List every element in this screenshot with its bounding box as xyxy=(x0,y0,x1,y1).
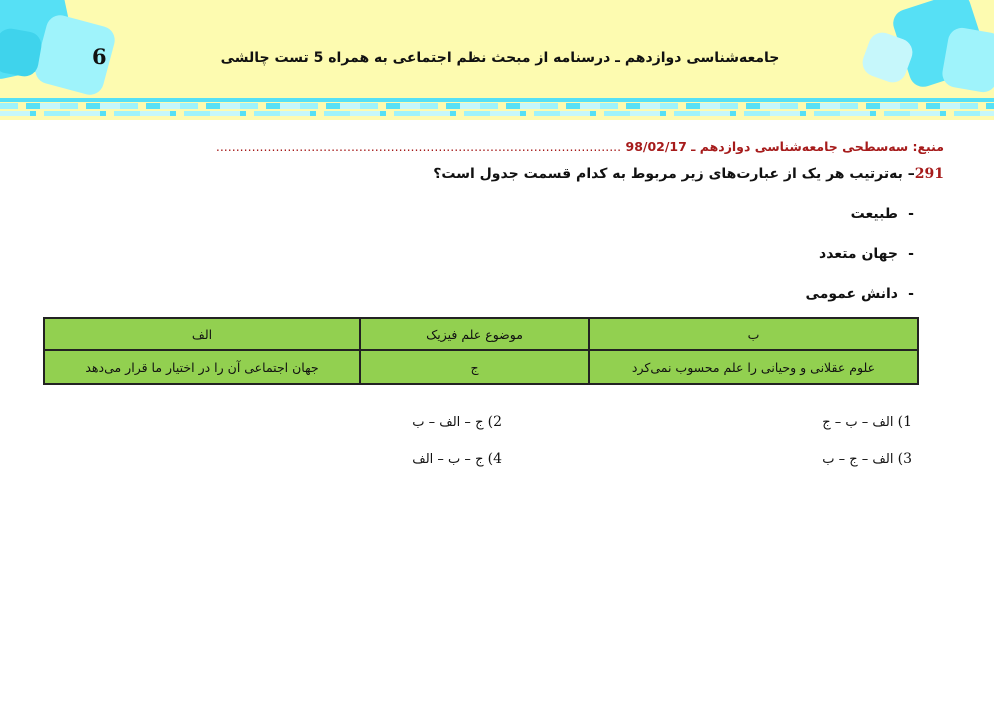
question-source xyxy=(44,139,944,154)
source-dots: ...................................................................................................... xyxy=(215,139,622,154)
decor-shape-right-2 xyxy=(940,26,994,95)
list-item: -جهان متعدد xyxy=(806,246,924,286)
dash-bullet: - xyxy=(908,286,914,302)
question-number: 291 xyxy=(914,166,944,182)
dash-bullet: - xyxy=(908,246,914,262)
table-cell: ب xyxy=(589,318,918,350)
header-stripe-1 xyxy=(0,98,994,102)
list-item: -دانش عمومی xyxy=(806,286,924,326)
table-cell: ج xyxy=(360,350,589,384)
header-title: جامعه‌شناسی دوازدهم ـ درسنامه از مبحث نظم اجتماعی به همراه 5 تست چالشی xyxy=(220,50,780,66)
table-cell: علوم عقلانی و وحیانی را علم محسوب نمی‌کرد xyxy=(589,350,918,384)
header-stripe-3 xyxy=(0,111,994,116)
dash-bullet: - xyxy=(908,206,914,222)
page-header xyxy=(0,0,994,120)
page-number: 6 xyxy=(92,44,107,69)
table-cell: الف xyxy=(44,318,360,350)
question-stem xyxy=(433,166,944,182)
table-cell: موضوع علم فیزیک xyxy=(360,318,589,350)
table-row xyxy=(44,318,918,350)
answer-option-2[interactable]: 2) ج – الف – ب xyxy=(412,414,502,430)
statement-list xyxy=(806,206,924,326)
table-row xyxy=(44,350,918,384)
list-item: -طبیعت xyxy=(806,206,924,246)
answer-option-3[interactable]: 3) الف – ج – ب xyxy=(822,451,912,467)
answer-option-1[interactable]: 1) الف – ب – ج xyxy=(822,414,912,430)
question-text: – به‌ترتیب هر یک از عبارت‌های زیر مربوط به کدام قسمت جدول است؟ xyxy=(433,166,915,182)
source-label: منبع: سه‌سطحی جامعه‌شناسی دوازدهم ـ 98/02/17 xyxy=(625,139,944,154)
answer-option-4[interactable]: 4) ج – ب – الف xyxy=(412,451,502,467)
table-cell: جهان اجتماعی آن را در اختیار ما قرار می‌دهد xyxy=(44,350,360,384)
header-stripe-2 xyxy=(0,103,994,109)
question-table xyxy=(43,317,919,385)
